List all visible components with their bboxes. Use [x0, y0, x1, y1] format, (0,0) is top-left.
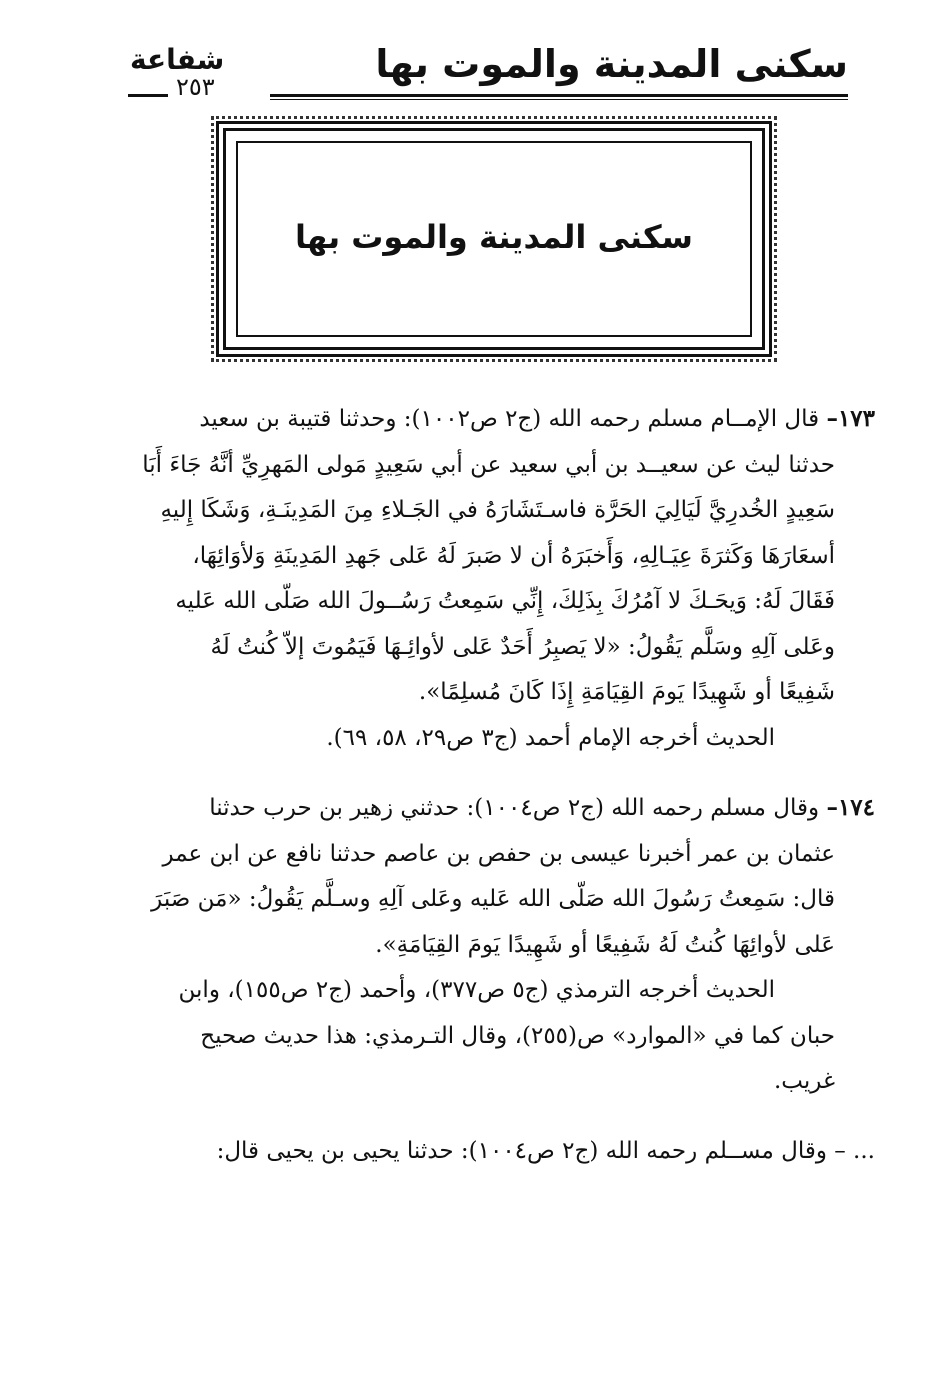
header-logo: شفاعة — [130, 43, 225, 76]
ornamental-title-frame — [216, 121, 772, 357]
text-line: حبان كما في «الموارد» ص(٢٥٥)، وقال التـرمذي: هذا حديث صحيح — [200, 1022, 835, 1049]
text-line: شَفِيعًا أو شَهِيدًا يَومَ القِيَامَةِ إِذَا كَانَ مُسلِمًا». — [418, 679, 835, 705]
text-line: حدثنا ليث عن سعيــد بن أبي سعيد عن أبي سَعِيدٍ مَولى المَهرِيِّ أنَّهُ جَاءَ أَبَا — [142, 451, 835, 478]
hadith-number: ١٧٣– — [826, 405, 875, 432]
hadith-note: الحديث أخرجه الترمذي (ج٥ ص٣٧٧)، وأحمد (ج٢ ص١٥٥)، وابن — [178, 977, 775, 1003]
chapter-title: سكنى المدينة والموت بها — [294, 218, 694, 256]
text-line: قال: سَمِعتُ رَسُولَ الله صَلّى الله عَليه وعَلى آلِهِ وسـلَّم يَقُولُ: «مَن صَبَرَ — [151, 886, 835, 912]
paragraph-gap — [96, 761, 875, 785]
text-line: فَقَالَ لَهُ: وَيحَـكَ لا آمُرُكَ بِذَلِكَ، إِنِّي سَمِعتُ رَسُــولَ الله صَلّى الله عَليه — [175, 588, 835, 614]
text-line: عثمان بن عمر أخبرنا عيسى بن حفص بن عاصم حدثنا نافع عن ابن عمر — [162, 840, 835, 867]
hadith-174-body — [96, 832, 875, 1105]
running-header — [118, 38, 848, 102]
header-rule-thin — [270, 99, 848, 100]
text-line: عَلى لأوائِهَا كُنتُ لَهُ شَفِيعًا أو شَهِيدًا يَومَ القِيَامَةِ». — [375, 931, 835, 958]
text-line: غريب. — [773, 1068, 835, 1094]
text-line: أسعَارَهَا وَكَثرَةَ عِيَـالِهِ، وَأَخبَرَهُ أن لا صَبرَ لَهُ عَلى جَهدِ المَدِينَةِ وَلأوَائِهَا، — [192, 542, 835, 569]
header-left-rule — [128, 94, 168, 97]
hadith-173-first-line — [96, 396, 875, 443]
page-number: ٢٥٣ — [176, 73, 215, 101]
body-text — [96, 396, 875, 1174]
hadith-note: الحديث أخرجه الإمام أحمد (ج٣ ص٢٩، ٥٨، ٦٩). — [326, 724, 775, 751]
hadith-text: قال الإمــام مسلم رحمه الله (ج٢ ص١٠٠٢): وحدثنا قتيبة بن سعيد — [199, 406, 820, 432]
hadith-174-first-line — [96, 785, 875, 832]
hadith-number: ١٧٤– — [826, 794, 875, 821]
hadith-173-body — [96, 443, 875, 762]
text-line: سَعِيدٍ الخُدرِيَّ لَيَالِيَ الحَرَّة فاسـتَشَارَهُ في الجَـلاءِ مِنَ المَدِينَـةِ، وَشَكَا إِليهِ — [160, 497, 835, 523]
hadith-text: وقال مسلم رحمه الله (ج٢ ص١٠٠٤): حدثني زهير بن حرب حدثنا — [209, 795, 820, 821]
header-title: سكنى المدينة والموت بها — [375, 42, 848, 86]
hadith-next-line: ... – وقال مســلم رحمه الله (ج٢ ص١٠٠٤): حدثنا يحيى بن يحيى قال: — [216, 1137, 875, 1164]
text-line: وعَلى آلِهِ وسَلَّم يَقُولُ: «لا يَصبِرُ أَحَدٌ عَلى لأوائِـهَا فَيَمُوتَ إلاّ كُنتُ لَهُ — [210, 633, 835, 660]
paragraph-gap — [96, 1105, 875, 1129]
header-rule — [270, 94, 848, 97]
